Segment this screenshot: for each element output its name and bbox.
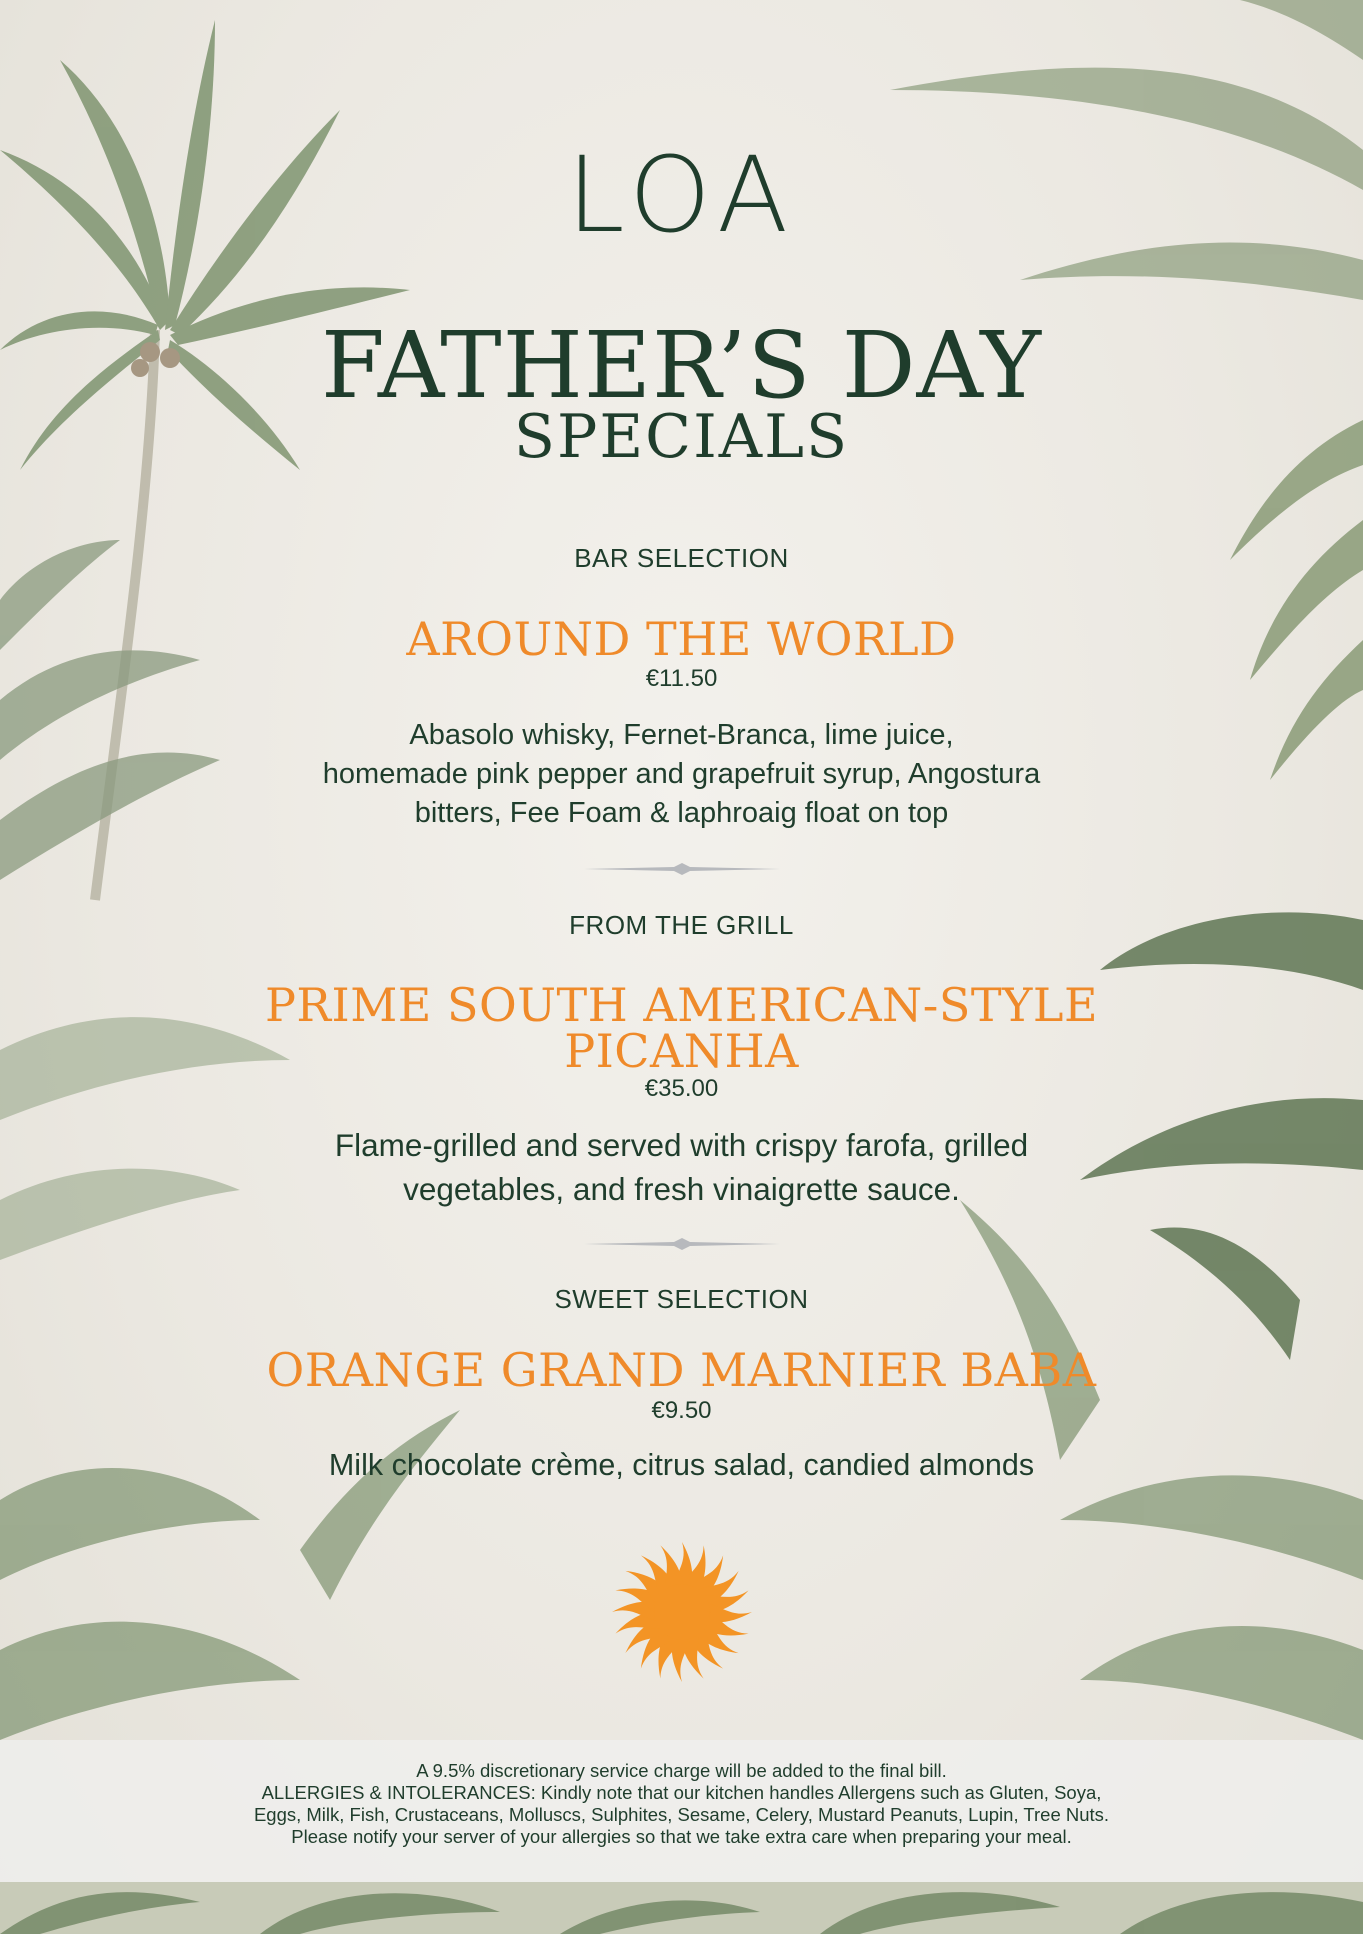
- section-label-sweet: SWEET SELECTION: [554, 1284, 809, 1314]
- allergy-note-line: Please notify your server of your allergies so that we take extra care when preparing your meal.: [291, 1826, 1072, 1847]
- bottom-foliage-strip: [0, 1882, 1363, 1934]
- section-label-bar: BAR SELECTION: [574, 543, 789, 573]
- item-name-line: PICANHA: [564, 1024, 799, 1078]
- brand-name: LOA: [566, 134, 797, 256]
- description-line: homemade pink pepper and grapefruit syrup, Angostura: [322, 758, 1041, 790]
- item-description: [200, 1445, 1163, 1485]
- description-line: bitters, Fee Foam & laphroaig float on top: [414, 797, 949, 829]
- item-price: €35.00: [644, 1075, 719, 1102]
- description-line: Milk chocolate crème, citrus salad, candied almonds: [328, 1448, 1035, 1482]
- item-name-line: PRIME SOUTH AMERICAN-STYLE: [264, 978, 1099, 1032]
- item-name-around-the-world: AROUND THE WORLD: [406, 612, 957, 666]
- sun-icon: [610, 1540, 754, 1684]
- allergy-note-line: ALLERGIES & INTOLERANCES: Kindly note that our kitchen handles Allergens such as Gluten, Soya,: [261, 1782, 1102, 1803]
- service-charge-note: A 9.5% discretionary service charge will be added to the final bill.: [416, 1760, 947, 1781]
- section-label-grill: FROM THE GRILL: [569, 910, 794, 940]
- item-name-picanha: [0, 978, 1363, 1078]
- item-price: €11.50: [645, 665, 718, 692]
- footer-notice: [0, 1740, 1363, 1882]
- divider-ornament-icon: [584, 1237, 780, 1251]
- allergy-note-line: Eggs, Milk, Fish, Crustaceans, Molluscs, Sulphites, Sesame, Celery, Mustard Peanuts, Lupin, Tree Nuts.: [253, 1804, 1110, 1825]
- item-description: [250, 1123, 1113, 1211]
- description-line: Flame-grilled and served with crispy farofa, grilled: [334, 1127, 1029, 1163]
- page-subtitle: SPECIALS: [513, 402, 850, 472]
- description-line: Abasolo whisky, Fernet-Branca, lime juice,: [409, 719, 954, 751]
- item-description: [250, 716, 1113, 833]
- brand-logo: [0, 134, 1363, 256]
- item-name-baba: ORANGE GRAND MARNIER BABA: [266, 1343, 1097, 1397]
- page-title: FATHER’S DAY: [321, 312, 1042, 419]
- item-price: €9.50: [651, 1397, 712, 1424]
- divider-ornament-icon: [584, 862, 780, 876]
- description-line: vegetables, and fresh vinaigrette sauce.: [403, 1171, 960, 1207]
